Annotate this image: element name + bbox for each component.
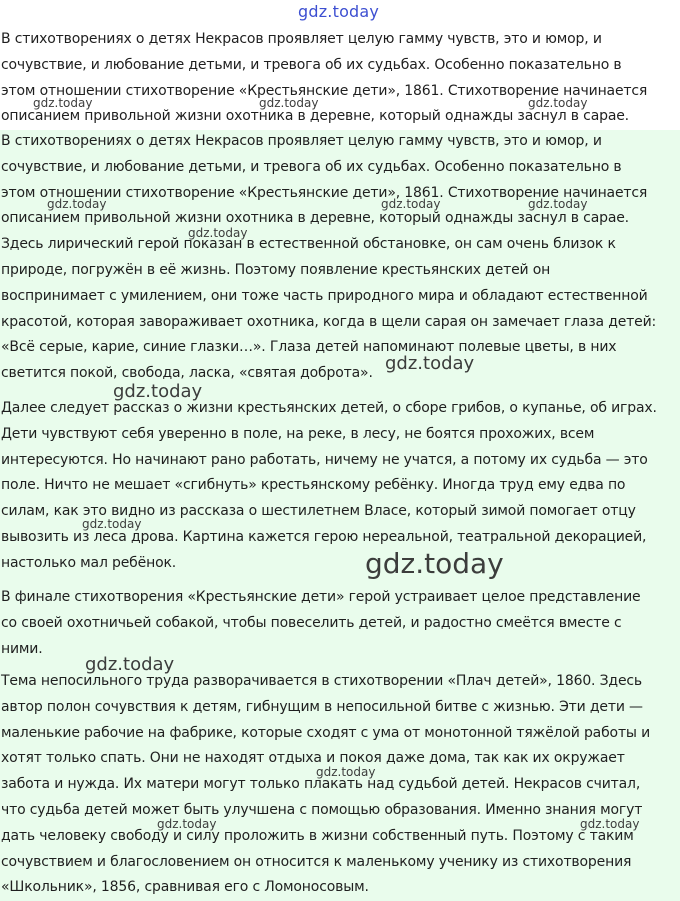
site-logo[interactable]: gdz.today — [298, 2, 380, 21]
text-line: этом отношении стихотворение «Крестьянские дети», 1861. Стихотворение начинается — [1, 82, 648, 99]
watermark: gdz.today — [33, 96, 93, 110]
text-line: ними. — [1, 640, 43, 657]
watermark: gdz.today — [528, 197, 588, 211]
watermark: gdz.today — [188, 226, 248, 240]
text-line: интересуются. Но начинают рано работать, ничему не учатся, а потому их судьба — это — [1, 451, 648, 468]
watermark: gdz.today — [528, 96, 588, 110]
text-line: «Школьник», 1856, сравнивая его с Ломоносовым. — [1, 879, 369, 896]
text-line: В стихотворениях о детях Некрасов проявляет целую гамму чувств, это и юмор, и — [1, 133, 602, 149]
text-line: вывозить из леса дрова. Картина кажется герою нереальной, театральной декорацией, — [1, 528, 647, 545]
text-line: этом отношении стихотворение «Крестьянские дети», 1861. Стихотворение начинается — [1, 184, 648, 201]
text-line: В стихотворениях о детях Некрасов проявляет целую гамму чувств, это и юмор, и — [1, 31, 602, 47]
text-line: что судьба детей может быть улучшена с помощью образования. Именно знания могут — [1, 801, 643, 818]
text-line: поле. Ничто не мешает «сгибнуть» крестьянскому ребёнку. Иногда труд ему едва по — [1, 477, 626, 494]
text-line: природе, погружён в её жизнь. Поэтому появление крестьянских детей он — [1, 261, 551, 278]
watermark: gdz.today — [580, 817, 640, 831]
text-line: дать человеку свободу и силу проложить в жизни собственный путь. Поэтому с таким — [1, 827, 634, 844]
text-line: маленькие рабочие на фабрике, которые сходят с ума от монотонной тяжёлой работы и — [1, 724, 651, 741]
text-line: «Всё серые, карие, синие глазки…». Глаза детей напоминают полевые цветы, в них — [1, 339, 617, 356]
paragraph-3 — [1, 396, 680, 577]
text-line: настолько мал ребёнок. — [1, 554, 177, 571]
text-line: воспринимает с умилением, они тоже часть природного мира и обладают естественной — [1, 287, 648, 304]
text-line: Дети чувствуют себя уверенно в поле, на реке, в лесу, не боятся прохожих, всем — [1, 425, 595, 442]
text-line: сочувствие, и любование детьми, и тревога об их судьбах. Особенно показательно в — [1, 56, 622, 73]
text-line: сочувствие, и любование детьми, и тревога об их судьбах. Особенно показательно в — [1, 158, 622, 175]
watermark: gdz.today — [85, 654, 175, 675]
watermark: gdz.today — [82, 517, 142, 531]
paragraph-2 — [1, 129, 680, 387]
text-line: со своей охотничьей собакой, чтобы повеселить детей, и радостно смеётся вместе с — [1, 614, 622, 631]
watermark: gdz.today — [365, 547, 504, 580]
text-line: В финале стихотворения «Крестьянские дети» герой устраивает целое представление — [1, 589, 641, 605]
text-line: силам, как это видно из рассказа о шестилетнем Власе, который зимой помогает отцу — [1, 503, 636, 520]
watermark: gdz.today — [47, 197, 107, 211]
text-line: Тема непосильного труда разворачивается в стихотворении «Плач детей», 1860. Здесь — [1, 673, 643, 689]
watermark: gdz.today — [316, 765, 376, 779]
watermark: gdz.today — [259, 96, 319, 110]
text-line: забота и нужда. Их матери могут только плакать над судьбой детей. Некрасов считал, — [1, 776, 641, 793]
text-line: красотой, которая завораживает охотника, когда в щели сарая он замечает глаза детей: — [1, 313, 657, 330]
text-line: Здесь лирический герой показан в естественной обстановке, он сам очень близок к — [1, 236, 616, 253]
paragraph-4 — [1, 585, 680, 662]
text-line: автор полон сочувствия к детям, гибнущим в непосильной битве с жизнью. Эти дети — — [1, 698, 643, 715]
paragraph-1 — [1, 27, 680, 130]
text-line: Далее следует рассказ о жизни крестьянских детей, о сборе грибов, о купанье, об играх. — [1, 400, 657, 416]
watermark: gdz.today — [157, 817, 217, 831]
text-line: сочувствием и благословением он относится к маленькому ученику из стихотворения — [1, 853, 632, 870]
text-line: хотят только спать. Они не находят отдыха и покоя даже дома, так как их окружает — [1, 750, 625, 767]
text-line: описанием привольной жизни охотника в деревне, который однажды заснул в сарае. — [1, 210, 629, 227]
text-line: светится покой, свобода, ласка, «святая доброта». — [1, 365, 373, 382]
watermark: gdz.today — [113, 381, 203, 402]
watermark: gdz.today — [385, 353, 475, 374]
watermark: gdz.today — [381, 197, 441, 211]
text-line: описанием привольной жизни охотника в деревне, который однажды заснул в сарае. — [1, 108, 629, 125]
paragraph-5 — [1, 669, 680, 901]
